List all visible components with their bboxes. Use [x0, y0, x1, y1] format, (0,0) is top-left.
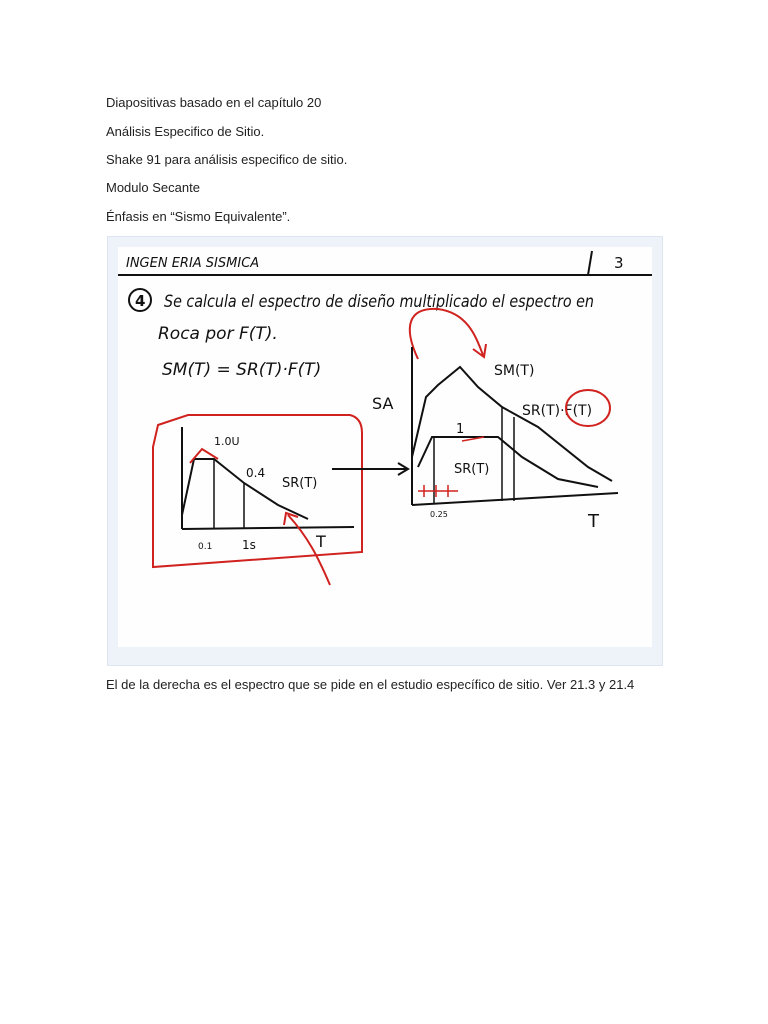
left-peak-label: 1.0U	[214, 435, 240, 448]
left-x-tick-1: 0.1	[198, 542, 213, 552]
right-sm-curve	[412, 367, 612, 481]
formula: SM(T) = SR(T)·F(T)	[162, 360, 322, 380]
right-x-axis-label: T	[588, 511, 599, 532]
slide-figure	[107, 236, 663, 666]
statement-line-1: Se calcula el espectro de diseño multiplicado el espectro en	[164, 292, 594, 312]
left-x-axis-label: T	[316, 532, 326, 551]
note-line-3: Shake 91 para análisis especifico de sitio.	[106, 152, 348, 167]
left-mid-label: 0.4	[246, 466, 266, 480]
note-line-2: Análisis Especifico de Sitio.	[106, 124, 265, 139]
header-title: INGEN ERIA SISMICA	[126, 256, 260, 271]
statement-line-2: Roca por F(T).	[158, 324, 278, 344]
right-top-curve-label: SM(T)	[494, 363, 535, 379]
left-graph	[182, 427, 354, 585]
left-x-axis	[182, 527, 354, 529]
slide-drawing	[118, 247, 652, 647]
step-number: 4	[135, 292, 146, 310]
left-x-tick-2: 1s	[242, 538, 256, 552]
right-bracket-value: 1	[456, 422, 465, 437]
right-inner-label: SR(T)	[454, 462, 490, 477]
red-loop-arrow	[410, 309, 483, 359]
left-curve-label: SR(T)	[282, 476, 318, 491]
right-graph	[372, 347, 618, 532]
right-sr-curve	[418, 437, 598, 487]
right-x-axis	[412, 493, 618, 505]
note-line-5: Énfasis en “Sismo Equivalente”.	[106, 209, 291, 224]
note-line-1: Diapositivas basado en el capítulo 20	[106, 95, 322, 110]
note-line-4: Modulo Secante	[106, 180, 200, 195]
caption-line: El de la derecha es el espectro que se pide en el estudio específico de sitio. Ver 21.3 y 21.4	[106, 677, 635, 692]
right-product-label: SR(T)·F(T)	[522, 403, 593, 419]
right-red-ticks	[418, 485, 458, 497]
header-divider	[588, 251, 592, 275]
handwritten-slide	[118, 247, 652, 647]
page-number: 3	[614, 254, 624, 272]
right-x-tick: 0.25	[430, 510, 448, 519]
right-y-axis-label: SA	[372, 394, 394, 413]
